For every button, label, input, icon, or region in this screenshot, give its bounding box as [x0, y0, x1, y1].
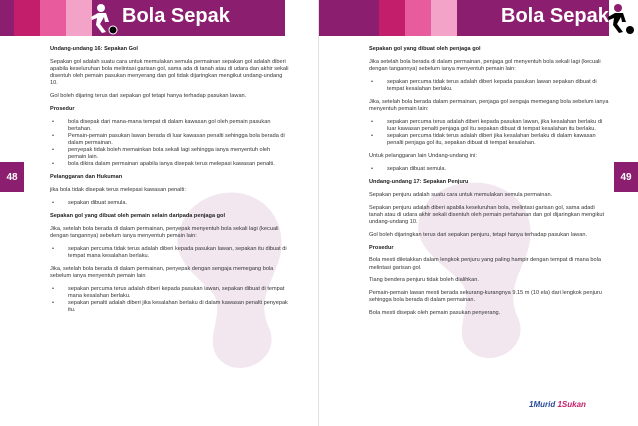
paragraph: Bola mesti diletakkan dalam lengkok penjuru yang paling hampir dengan tempat di mana bola melintasi garisan gol. [369, 257, 601, 271]
right-page [319, 0, 638, 426]
section-heading: Sepakan gol yang dibuat oleh penjaga gol [369, 46, 481, 52]
paragraph: Sepakan penjuru adalah suatu cara untuk memulakan semula permainan. [369, 191, 553, 198]
decor-square [40, 0, 66, 36]
bullet-list [369, 119, 609, 147]
paragraph: Sepakan penjuru adalah diberi apabila keseluruhan bola, melintasi garisan gol, sama adadi tanah atau di udara akhir sekali disentuh oleh pemain pertahanan dan gol dijaringkan mengikut undang-undang 10. [369, 204, 605, 225]
bullet-list [369, 166, 609, 173]
paragraph: Jika setelah bola berada di dalam permainan, penjaga gol menyentuh bola sekali lagi (kecuali dengan tangannya) sebelum ianya menyentuh pemain lain: [369, 58, 601, 72]
paragraph: Jika, setelah bola berada di dalam permainan, penyepak dengan sengaja memegang bola sebelum ianya menyentuh pemain lain [50, 265, 274, 279]
section-heading: Sepakan gol yang dibuat oleh pemain selain daripada penjaga gol [50, 212, 225, 219]
decor-square [431, 0, 457, 36]
decor-square [379, 0, 405, 36]
header-band [0, 0, 285, 36]
section-heading: Undang-undang 17: Sepakan Penjuru [369, 178, 469, 185]
bullet-list [50, 286, 290, 314]
list-item: • sepakan percuma tidak terus adalah diberi kepada pasukan lawan sepakan dibuat di tempat kesalahan berlaku. [369, 79, 609, 93]
bullet-list [50, 200, 290, 207]
list-item: • sepakan dibuat semula. [369, 166, 609, 173]
logo-part-1: 1Murid [529, 400, 556, 409]
paragraph: Jika, setelah bola berada di dalam permainan, penyepak menyentuh bola sekali lagi (kecuali dengan tangannya) sebelum ianya menyentuh pemain lain: [50, 225, 279, 239]
list-item: • bola dikira dalam permainan apabila ianya disepak terus melepasi kawasan penalti. [50, 161, 290, 168]
page-number: 48 [0, 162, 24, 192]
paragraph: Bola mesti disepak oleh pemain pasukan penyerang. [369, 310, 501, 317]
decor-square [405, 0, 431, 36]
paragraph: Sepakan gol adalah suatu cara untuk memulakan semula permainan sepakan gol adalah diberi apabila keseluruhan bola melintasi garisan gol, sama ada di tanah atau di udara dan akhir sekali disentuh oleh pemain pasukan menyerang dan gol tidak dijaringkan mengikut undang-undang 10. [50, 58, 289, 87]
list-item: • sepakan dibuat semula. [50, 200, 290, 207]
page-number: 49 [614, 162, 638, 192]
paragraph: Untuk pelanggaran lain Undang-undang ini: [369, 153, 477, 160]
bullet-list [369, 79, 609, 93]
page-title: Bola Sepak [501, 5, 609, 27]
list-item: • sepakan percuma tidak terus adalah diberi kepada pasukan lawan, sepakan itu dibuat di tempat mana kesalahan berlaku. [50, 246, 290, 260]
decor-square [14, 0, 40, 36]
list-item: • sepakan percuma terus adalah diberi kepada pasukan lawan, jika kesalahan berlaku di luar kawasan penalti penjaga gol itu sepakan dibuat di tempat kesalahan itu berlaku. [369, 119, 609, 133]
bullet-list [50, 119, 290, 169]
list-item: • sepakan percuma tidak terus adalah diberi jika kesalahan berlaku di dalam kawasan penalti penjaga gol itu, sepakan dibuat di tempat kesalahan. [369, 133, 609, 147]
section-heading: Undang-undang 16: Sepakan Gol [50, 46, 138, 52]
list-item: • Pemain-pemain pasukan lawan berada di luar kawasan penalti sehingga bola berada di dalam permainan. [50, 133, 290, 147]
header-band [319, 0, 609, 36]
football-player-icon [603, 2, 637, 36]
paragraph: Gol boleh dijaringkan terus dari sepakan penjuru, tetapi hanya terhadap pasukan lawan. [369, 231, 587, 238]
paragraph: Gol boleh dijaring terus dari sepakan gol tetapi hanya terhadap pasukan lawan. [50, 93, 247, 100]
section-heading: Prosedur [50, 105, 75, 112]
paragraph: jika bola tidak disepak terus melepasi kawasan penalti: [50, 187, 186, 194]
bullet-list [50, 246, 290, 260]
section-heading: Pelanggaran dan Hukuman [50, 174, 123, 181]
list-item: • sepakan penalti adalah diberi jika kesalahan berlaku di dalam kawasan penalti penyepak itu. [50, 300, 290, 314]
paragraph: Tiang bendera penjuru tidak boleh dialihkan. [369, 277, 479, 284]
football-player-icon [86, 2, 120, 36]
left-page-content [50, 46, 290, 320]
list-item: • penyepak tidak boleh memainkan bola sekali lagi sehingga ianya menyentuh oleh pemain lain. [50, 147, 290, 161]
paragraph: Pemain-pemain lawan mesti berada sekurang-kurangnya 9.15 m (10 ela) dari lengkok penjuru sehingga bola berada di dalam permainan. [369, 290, 602, 304]
paragraph: Jika, setelah bola berada dalam permainan, penjaga gol sengaja memegang bola sebelum ianya menyentuh pemain lain: [369, 98, 609, 112]
list-item: • sepakan percuma terus adalah diberi kepada pasukan lawan, sepakan dibuat di tempat mana kesalahan berlaku. [50, 286, 290, 300]
right-page-content [369, 46, 609, 323]
list-item: • bola disepak dari mana-mana tempat di dalam kawasan gol oleh pemain pasukan bertahan. [50, 119, 290, 133]
page-title: Bola Sepak [122, 5, 230, 27]
campaign-logo [529, 400, 586, 409]
section-heading: Prosedur [369, 244, 394, 251]
logo-part-2: 1Sukan [557, 400, 586, 409]
